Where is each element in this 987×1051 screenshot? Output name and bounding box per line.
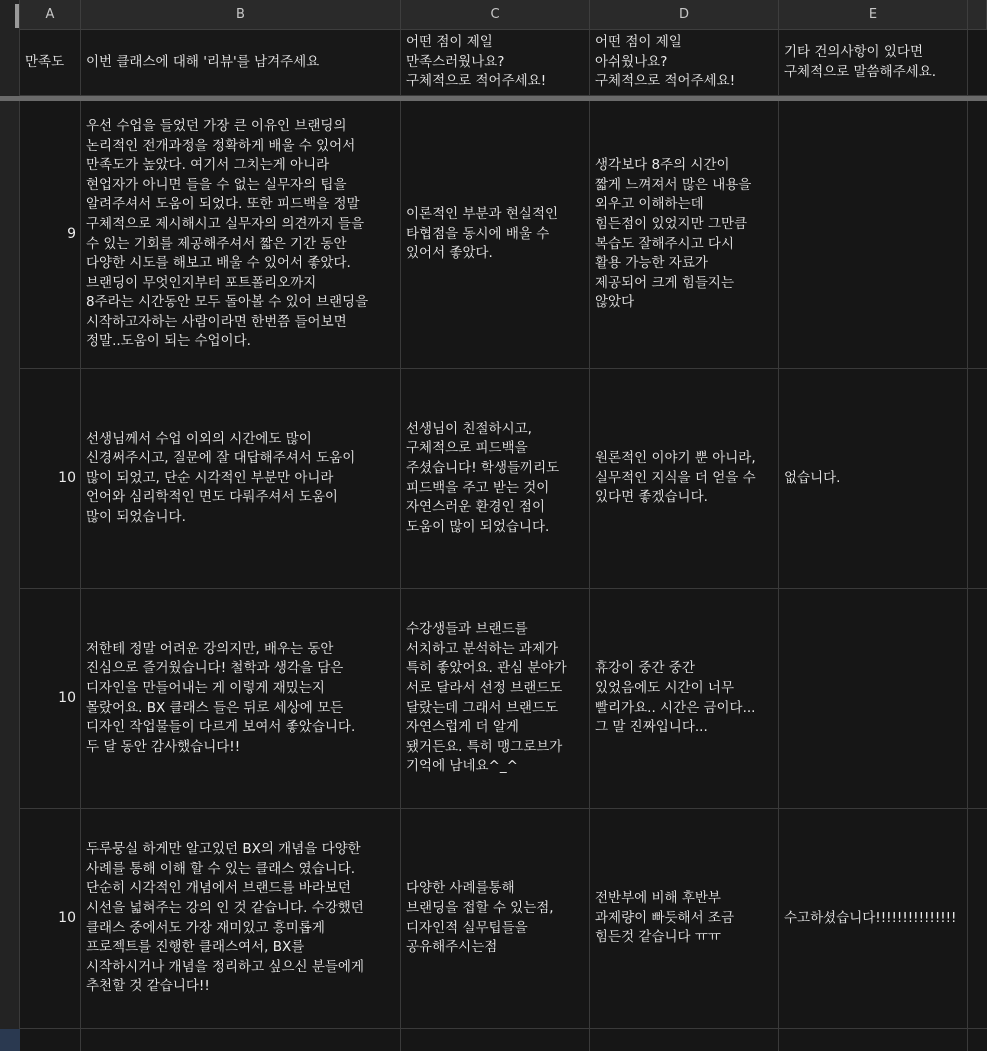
- empty-cell[interactable]: [968, 1029, 987, 1051]
- review-cell[interactable]: [81, 809, 401, 1029]
- regret-text: 원론적인 이야기 뿐 아니라, 실무적인 지식을 더 얻을 수 있다면 좋겠습니다.: [595, 450, 756, 506]
- column-header-c[interactable]: C: [401, 0, 590, 30]
- header-cell-score[interactable]: [20, 30, 81, 96]
- column-header-a[interactable]: A: [20, 0, 81, 30]
- etc-text: 없습니다.: [784, 469, 841, 486]
- row-gutter: [0, 0, 20, 1051]
- column-header-d[interactable]: D: [590, 0, 779, 30]
- empty-cell[interactable]: [968, 101, 987, 369]
- header-cell-regret[interactable]: [590, 30, 779, 96]
- regret-text: 휴강이 중간 중간 있었음에도 시간이 너무 빨리가요.. 시간은 금이다... 그 말 진짜입니다...: [595, 660, 756, 736]
- regret-cell[interactable]: [590, 369, 779, 589]
- row-selector[interactable]: [0, 1029, 20, 1051]
- satisfied-text: 수강생들과 브랜드를 서치하고 분석하는 과제가 특히 좋았어요. 관심 분야가 서로 달라서 선정 브랜드도 달랐는데 그래서 브랜드도 자연스럽게 더 알게 됐거든요. 특히 맹그로브가 기억에 남네요^_^: [406, 621, 567, 775]
- review-cell[interactable]: [81, 369, 401, 589]
- header-regret-label: 어떤 점이 제일 아쉬웠나요? 구체적으로 적어주세요!: [595, 34, 736, 90]
- score-cell[interactable]: [20, 809, 81, 1029]
- select-all-corner[interactable]: [15, 4, 19, 28]
- etc-cell[interactable]: [779, 369, 968, 589]
- score-cell[interactable]: [20, 589, 81, 809]
- score-value: 9: [67, 225, 76, 242]
- etc-cell[interactable]: [779, 1029, 968, 1051]
- header-cell-satisfied[interactable]: [401, 30, 590, 96]
- satisfied-cell[interactable]: [401, 369, 590, 589]
- score-value: 10: [58, 469, 76, 486]
- regret-text: 전반부에 비해 후반부 과제량이 빠듯해서 조금 힘든것 같습니다 ㅠㅠ: [595, 890, 734, 946]
- column-header-f[interactable]: [968, 0, 987, 30]
- header-cell-review[interactable]: [81, 30, 401, 96]
- header-etc-label: 기타 건의사항이 있다면 구체적으로 말씀해주세요.: [784, 43, 937, 80]
- column-header-b[interactable]: B: [81, 0, 401, 30]
- satisfied-cell[interactable]: [401, 589, 590, 809]
- satisfied-cell[interactable]: [401, 1029, 590, 1051]
- satisfied-cell[interactable]: [401, 809, 590, 1029]
- satisfied-text: 이론적인 부분과 현실적인 타협점을 동시에 배울 수 있어서 좋았다.: [406, 206, 559, 262]
- review-cell[interactable]: [81, 589, 401, 809]
- score-cell[interactable]: [20, 1029, 81, 1051]
- score-cell[interactable]: [20, 369, 81, 589]
- satisfied-text: 다양한 사례를통해 브랜딩을 접할 수 있는점, 디자인적 실무팁들을 공유해주시는점: [406, 880, 554, 956]
- regret-cell[interactable]: [590, 1029, 779, 1051]
- review-cell[interactable]: [81, 101, 401, 369]
- empty-cell[interactable]: [968, 809, 987, 1029]
- regret-cell[interactable]: [590, 101, 779, 369]
- regret-cell[interactable]: [590, 589, 779, 809]
- header-cell-f[interactable]: [968, 30, 987, 96]
- etc-cell[interactable]: [779, 809, 968, 1029]
- header-cell-etc[interactable]: [779, 30, 968, 96]
- review-text: 두루뭉실 하게만 알고있던 BX의 개념을 다양한 사례를 통해 이해 할 수 있는 클래스 였습니다. 단순히 시각적인 개념에서 브랜드를 바라보던 시선을 넓혀주는 강의 인 것 같습니다. 수강했던 클래스 중에서도 가장 재미있고 흥미롭게 프로젝트를 진행한 클래스여서, BX를 시작하시거나 개념을 정리하고 싶으신 분들에게 추천할 것 같습니다!!: [86, 841, 364, 995]
- satisfied-text: 선생님이 친절하시고, 구체적으로 피드백을 주셨습니다! 학생들끼리도 피드백을 주고 받는 것이 자연스러운 환경인 점이 도움이 많이 되었습니다.: [406, 420, 560, 535]
- review-text: 저한테 정말 어려운 강의지만, 배우는 동안 진심으로 즐거웠습니다! 철학과 생각을 담은 디자인을 만들어내는 게 이렇게 재밌는지 몰랐어요. BX 클래스 들은 뒤로 세상에 모든 디자인 작업물들이 다르게 보여서 좋았습니다. 두 달 동안 감사했습니다!!: [86, 640, 356, 755]
- empty-cell[interactable]: [968, 369, 987, 589]
- score-value: 10: [58, 689, 76, 706]
- etc-cell[interactable]: [779, 589, 968, 809]
- score-value: 10: [58, 909, 76, 926]
- score-cell[interactable]: [20, 101, 81, 369]
- regret-cell[interactable]: [590, 809, 779, 1029]
- regret-text: 생각보다 8주의 시간이 짧게 느껴져서 많은 내용을 외우고 이해하는데 힘든점이 있었지만 그만큼 복습도 잘해주시고 다시 활용 가능한 자료가 제공되어 크게 힘들지는 않았다: [595, 157, 752, 311]
- empty-cell[interactable]: [968, 589, 987, 809]
- etc-cell[interactable]: [779, 101, 968, 369]
- column-header-e[interactable]: E: [779, 0, 968, 30]
- review-cell[interactable]: [81, 1029, 401, 1051]
- etc-text: 수고하셨습니다!!!!!!!!!!!!!!!: [784, 909, 957, 926]
- satisfied-cell[interactable]: [401, 101, 590, 369]
- header-score-label: 만족도: [25, 53, 65, 70]
- review-text: 우선 수업을 들었던 가장 큰 이유인 브랜딩의 논리적인 전개과정을 정확하게 배울 수 있어서 만족도가 높았다. 여기서 그치는게 아니라 현업자가 아니면 들을 수 없는 실무자의 팁을 알려주셔서 도움이 되었다. 또한 피드백을 정말 구체적으로 제시해시고 실무자의 의견까지 들을 수 있는 기회를 제공해주셔서 짧은 기간 동안 다양한 시도를 해보고 배울 수 있어서 좋았다. 브랜딩이 무엇인지부터 포트폴리오까지 8주라는 시간동안 모두 돌아볼 수 있어 브랜딩을 시작하고자하는 사람이라면 한번쯤 들어보면 정말..도움이 되는 수업이다.: [86, 117, 369, 350]
- review-text: 선생님께서 수업 이외의 시간에도 많이 신경써주시고, 질문에 잘 대답해주셔서 도움이 많이 되었고, 단순 시각적인 부분만 아니라 언어와 심리학적인 면도 다뤄주셔서 도움이 많이 되었습니다.: [86, 430, 356, 525]
- header-satisfied-label: 어떤 점이 제일 만족스러웠나요? 구체적으로 적어주세요!: [406, 34, 547, 90]
- header-review-label: 이번 클래스에 대해 '리뷰'를 남겨주세요: [86, 53, 320, 70]
